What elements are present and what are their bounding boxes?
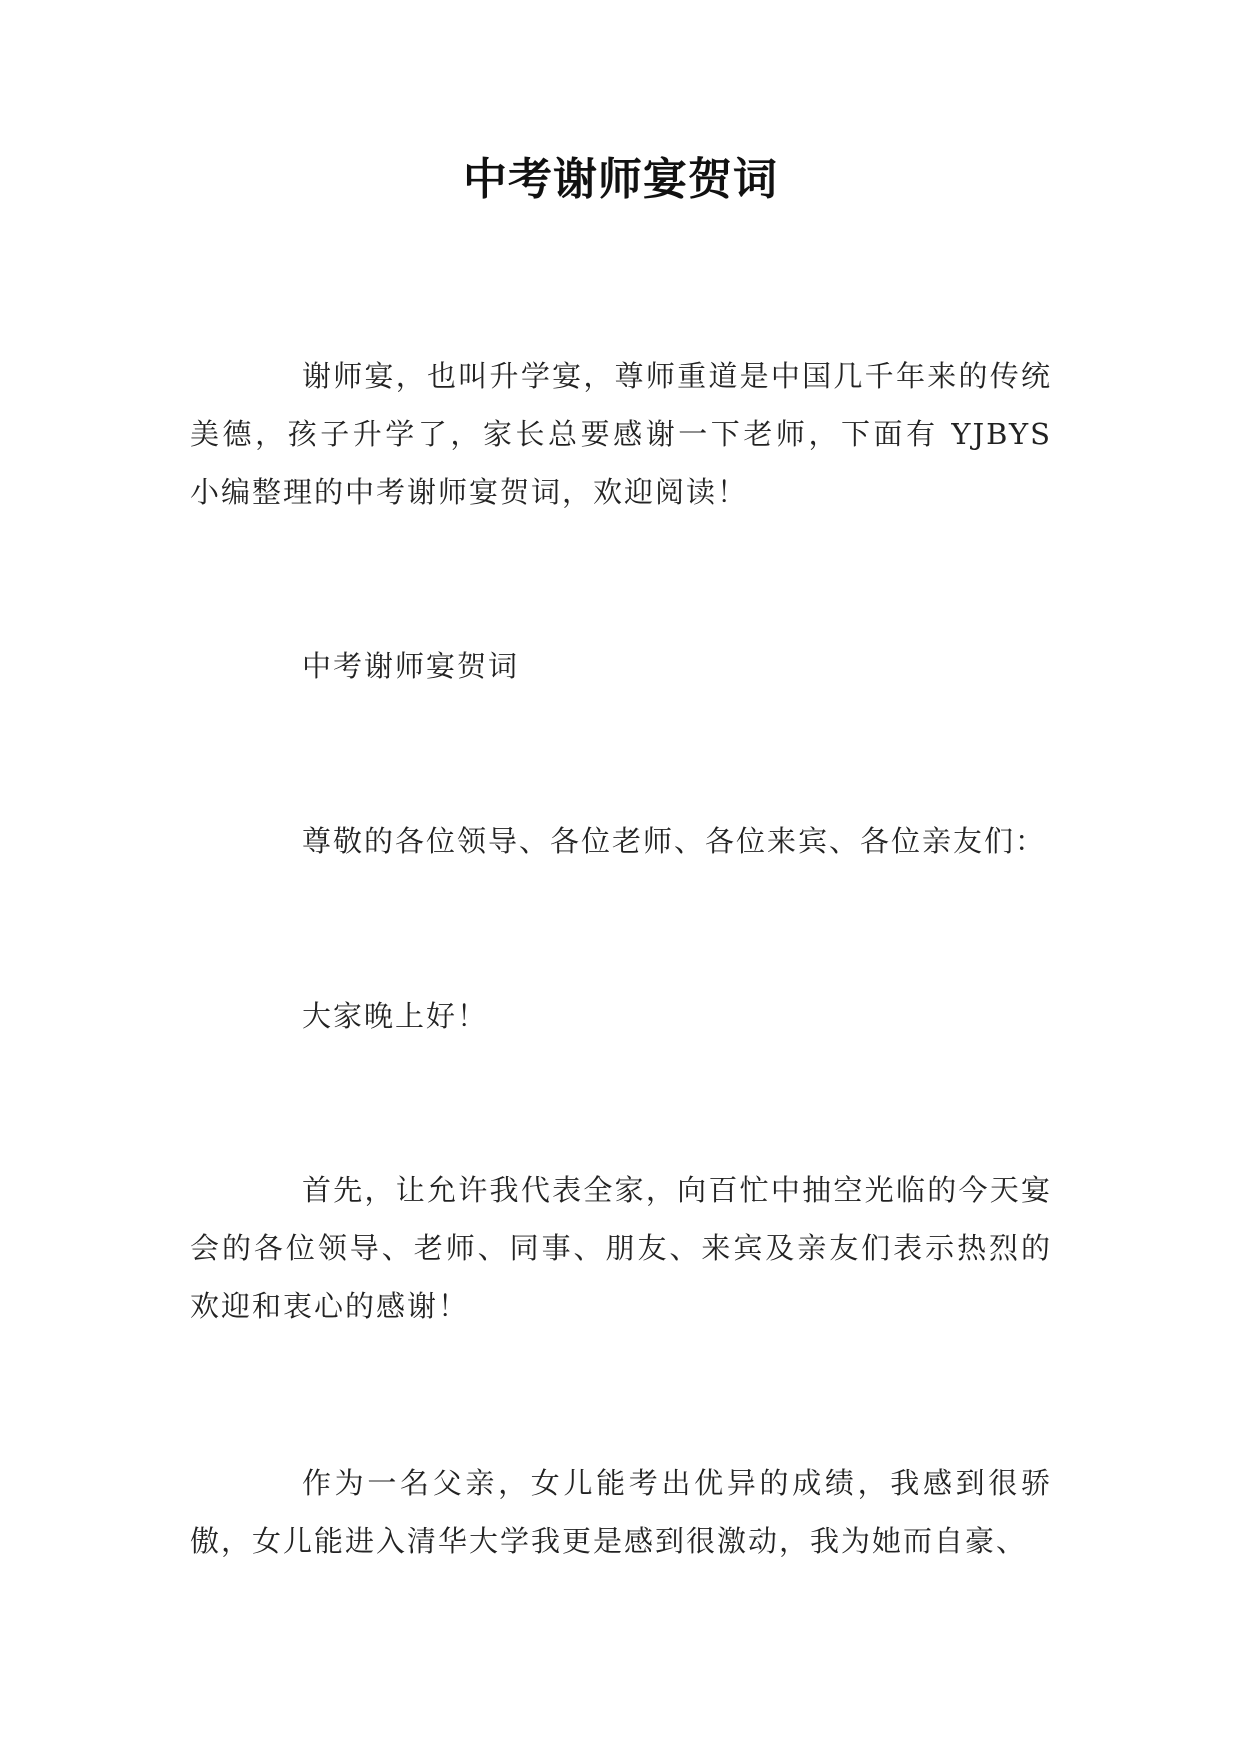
section-heading: 中考谢师宴贺词 (302, 649, 520, 683)
body-paragraph: 作为一名父亲，女儿能考出优异的成绩，我感到很骄傲，女儿能进入清华大学我更是感到很激动，我为她而自豪、 (190, 1466, 1052, 1558)
salutation-paragraph: 尊敬的各位领导、各位老师、各位来宾、各位亲友们： (302, 824, 1047, 858)
intro-paragraph: 谢师宴，也叫升学宴，尊师重道是中国几千年来的传统美德，孩子升学了，家长总要感谢一下老师，下面有 YJBYS 小编整理的中考谢师宴贺词，欢迎阅读！ (190, 359, 1052, 509)
welcome-paragraph: 首先，让允许我代表全家，向百忙中抽空光临的今天宴会的各位领导、老师、同事、朋友、来宾及亲友们表示热烈的欢迎和衷心的感谢！ (190, 1173, 1052, 1323)
greeting-paragraph: 大家晚上好！ (302, 999, 489, 1033)
page-title: 中考谢师宴贺词 (463, 154, 778, 205)
